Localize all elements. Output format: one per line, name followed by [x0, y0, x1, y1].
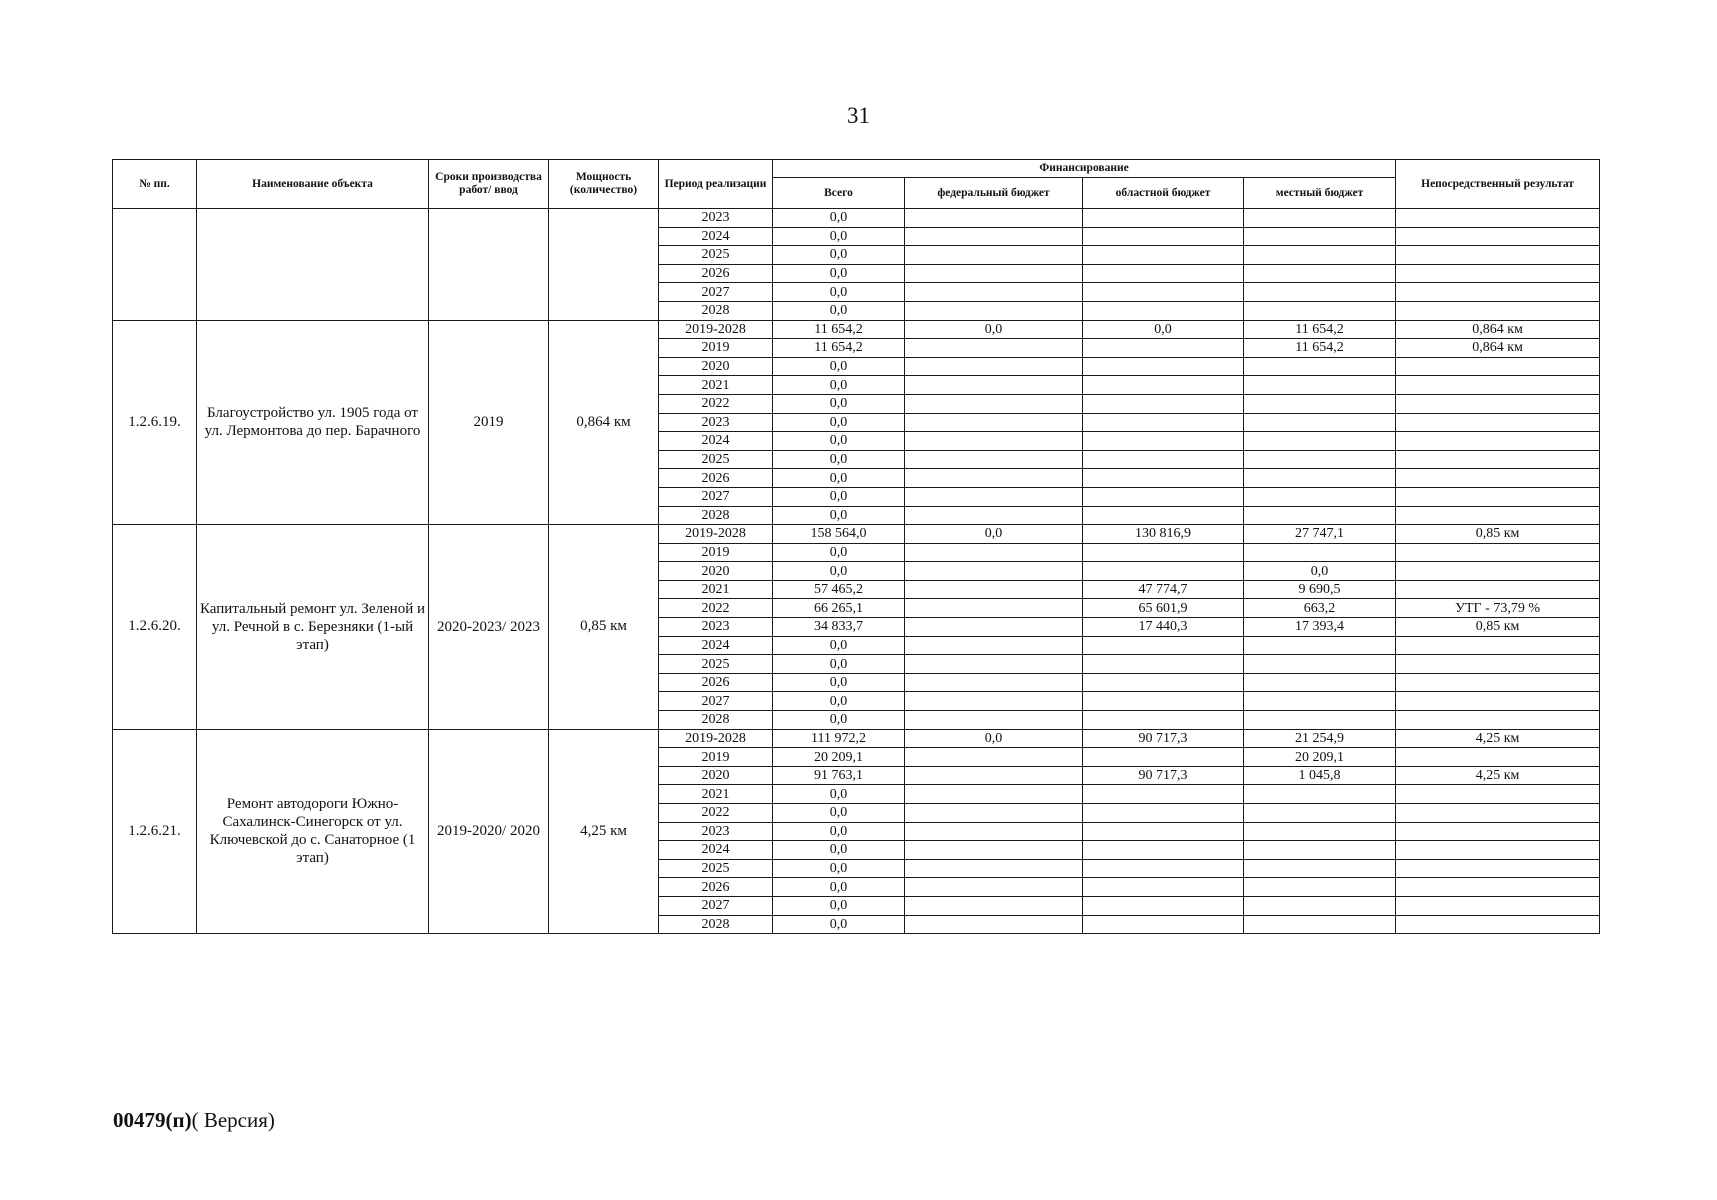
result-cell — [1396, 357, 1600, 376]
local-cell: 1 045,8 — [1244, 766, 1396, 785]
federal-cell — [905, 432, 1083, 451]
regional-cell — [1083, 655, 1244, 674]
federal-cell — [905, 636, 1083, 655]
result-cell — [1396, 469, 1600, 488]
period-cell: 2019-2028 — [659, 729, 773, 748]
regional-cell — [1083, 394, 1244, 413]
federal-cell — [905, 227, 1083, 246]
table-row — [113, 320, 1600, 339]
result-cell — [1396, 841, 1600, 860]
table-body — [113, 209, 1600, 934]
regional-cell: 17 440,3 — [1083, 618, 1244, 637]
header-total: Всего — [773, 178, 905, 209]
local-cell: 11 654,2 — [1244, 339, 1396, 358]
period-cell: 2028 — [659, 915, 773, 934]
regional-cell — [1083, 506, 1244, 525]
federal-cell: 0,0 — [905, 525, 1083, 544]
regional-cell — [1083, 562, 1244, 581]
local-cell — [1244, 283, 1396, 302]
total-cell: 0,0 — [773, 655, 905, 674]
federal-cell — [905, 301, 1083, 320]
federal-cell — [905, 711, 1083, 730]
total-cell: 0,0 — [773, 357, 905, 376]
total-cell: 0,0 — [773, 711, 905, 730]
financing-table — [112, 159, 1600, 934]
result-cell — [1396, 748, 1600, 767]
federal-cell — [905, 915, 1083, 934]
local-cell — [1244, 264, 1396, 283]
federal-cell — [905, 339, 1083, 358]
regional-cell — [1083, 339, 1244, 358]
total-cell: 0,0 — [773, 562, 905, 581]
period-cell: 2028 — [659, 301, 773, 320]
local-cell — [1244, 785, 1396, 804]
total-cell: 11 654,2 — [773, 339, 905, 358]
period-cell: 2027 — [659, 692, 773, 711]
local-cell — [1244, 859, 1396, 878]
period-cell: 2019 — [659, 748, 773, 767]
federal-cell — [905, 506, 1083, 525]
total-cell: 0,0 — [773, 506, 905, 525]
federal-cell — [905, 357, 1083, 376]
result-cell — [1396, 562, 1600, 581]
result-cell — [1396, 301, 1600, 320]
header-terms: Сроки производства работ/ ввод — [429, 160, 549, 209]
total-cell: 34 833,7 — [773, 618, 905, 637]
result-cell — [1396, 636, 1600, 655]
object-name: Благоустройство ул. 1905 года от ул. Лермонтова до пер. Барачного — [197, 320, 429, 525]
page-number: 31 — [847, 103, 870, 128]
total-cell: 0,0 — [773, 227, 905, 246]
period-cell: 2022 — [659, 599, 773, 618]
header-no: № пп. — [113, 160, 197, 209]
result-cell — [1396, 209, 1600, 228]
local-cell — [1244, 543, 1396, 562]
result-cell — [1396, 655, 1600, 674]
total-cell: 0,0 — [773, 915, 905, 934]
local-cell: 9 690,5 — [1244, 580, 1396, 599]
period-cell: 2021 — [659, 376, 773, 395]
local-cell — [1244, 915, 1396, 934]
federal-cell — [905, 804, 1083, 823]
header-result: Непосредственный результат — [1396, 160, 1600, 209]
local-cell — [1244, 822, 1396, 841]
total-cell: 0,0 — [773, 841, 905, 860]
federal-cell — [905, 562, 1083, 581]
local-cell — [1244, 227, 1396, 246]
local-cell — [1244, 394, 1396, 413]
local-cell — [1244, 376, 1396, 395]
regional-cell — [1083, 804, 1244, 823]
regional-cell: 90 717,3 — [1083, 766, 1244, 785]
object-number — [113, 209, 197, 321]
document-footer — [113, 1108, 275, 1133]
local-cell: 21 254,9 — [1244, 729, 1396, 748]
federal-cell — [905, 878, 1083, 897]
result-cell — [1396, 711, 1600, 730]
local-cell — [1244, 413, 1396, 432]
period-cell: 2027 — [659, 283, 773, 302]
total-cell: 0,0 — [773, 878, 905, 897]
federal-cell — [905, 376, 1083, 395]
federal-cell — [905, 673, 1083, 692]
object-name: Капитальный ремонт ул. Зеленой и ул. Речной в с. Березняки (1-ый этап) — [197, 525, 429, 730]
table-row — [113, 729, 1600, 748]
result-cell — [1396, 264, 1600, 283]
table-header — [113, 160, 1600, 209]
result-cell: 0,85 км — [1396, 525, 1600, 544]
result-cell — [1396, 878, 1600, 897]
table-row — [113, 525, 1600, 544]
federal-cell — [905, 469, 1083, 488]
period-cell: 2026 — [659, 264, 773, 283]
regional-cell — [1083, 357, 1244, 376]
local-cell — [1244, 209, 1396, 228]
federal-cell — [905, 394, 1083, 413]
period-cell: 2023 — [659, 618, 773, 637]
regional-cell — [1083, 246, 1244, 265]
regional-cell: 90 717,3 — [1083, 729, 1244, 748]
result-cell — [1396, 506, 1600, 525]
header-regional: областной бюджет — [1083, 178, 1244, 209]
period-cell: 2027 — [659, 487, 773, 506]
federal-cell — [905, 599, 1083, 618]
object-number: 1.2.6.21. — [113, 729, 197, 934]
federal-cell — [905, 822, 1083, 841]
local-cell — [1244, 878, 1396, 897]
result-cell: 0,864 км — [1396, 339, 1600, 358]
header-financing: Финансирование — [773, 160, 1396, 178]
regional-cell: 130 816,9 — [1083, 525, 1244, 544]
object-power: 4,25 км — [549, 729, 659, 934]
total-cell: 0,0 — [773, 394, 905, 413]
period-cell: 2019 — [659, 339, 773, 358]
total-cell: 0,0 — [773, 785, 905, 804]
regional-cell — [1083, 636, 1244, 655]
period-cell: 2021 — [659, 785, 773, 804]
regional-cell — [1083, 432, 1244, 451]
result-cell — [1396, 673, 1600, 692]
regional-cell — [1083, 264, 1244, 283]
total-cell: 158 564,0 — [773, 525, 905, 544]
local-cell — [1244, 301, 1396, 320]
result-cell — [1396, 543, 1600, 562]
result-cell: 4,25 км — [1396, 729, 1600, 748]
regional-cell — [1083, 487, 1244, 506]
result-cell — [1396, 859, 1600, 878]
total-cell: 0,0 — [773, 432, 905, 451]
period-cell: 2025 — [659, 859, 773, 878]
result-cell — [1396, 227, 1600, 246]
federal-cell: 0,0 — [905, 320, 1083, 339]
federal-cell — [905, 283, 1083, 302]
local-cell: 27 747,1 — [1244, 525, 1396, 544]
federal-cell — [905, 413, 1083, 432]
regional-cell: 65 601,9 — [1083, 599, 1244, 618]
result-cell — [1396, 487, 1600, 506]
regional-cell — [1083, 673, 1244, 692]
header-local: местный бюджет — [1244, 178, 1396, 209]
regional-cell — [1083, 376, 1244, 395]
result-cell — [1396, 915, 1600, 934]
header-name: Наименование объекта — [197, 160, 429, 209]
total-cell: 0,0 — [773, 246, 905, 265]
regional-cell: 0,0 — [1083, 320, 1244, 339]
regional-cell — [1083, 896, 1244, 915]
total-cell: 57 465,2 — [773, 580, 905, 599]
federal-cell — [905, 785, 1083, 804]
local-cell: 11 654,2 — [1244, 320, 1396, 339]
local-cell — [1244, 357, 1396, 376]
header-federal: федеральный бюджет — [905, 178, 1083, 209]
period-cell: 2023 — [659, 209, 773, 228]
regional-cell — [1083, 543, 1244, 562]
period-cell: 2025 — [659, 246, 773, 265]
local-cell — [1244, 246, 1396, 265]
local-cell: 17 393,4 — [1244, 618, 1396, 637]
period-cell: 2019-2028 — [659, 320, 773, 339]
total-cell: 20 209,1 — [773, 748, 905, 767]
local-cell: 20 209,1 — [1244, 748, 1396, 767]
object-terms: 2019 — [429, 320, 549, 525]
footer-code: 00479(п) — [113, 1108, 192, 1132]
local-cell — [1244, 692, 1396, 711]
total-cell: 0,0 — [773, 283, 905, 302]
regional-cell — [1083, 413, 1244, 432]
period-cell: 2027 — [659, 896, 773, 915]
regional-cell — [1083, 859, 1244, 878]
federal-cell — [905, 487, 1083, 506]
object-power: 0,864 км — [549, 320, 659, 525]
total-cell: 0,0 — [773, 413, 905, 432]
local-cell — [1244, 636, 1396, 655]
object-terms — [429, 209, 549, 321]
federal-cell — [905, 543, 1083, 562]
federal-cell — [905, 655, 1083, 674]
federal-cell: 0,0 — [905, 729, 1083, 748]
period-cell: 2023 — [659, 413, 773, 432]
result-cell — [1396, 785, 1600, 804]
period-cell: 2026 — [659, 469, 773, 488]
total-cell: 0,0 — [773, 543, 905, 562]
local-cell — [1244, 655, 1396, 674]
period-cell: 2028 — [659, 506, 773, 525]
object-name: Ремонт автодороги Южно-Сахалинск-Синегорск от ул. Ключевской до с. Санаторное (1 этап) — [197, 729, 429, 934]
local-cell: 0,0 — [1244, 562, 1396, 581]
federal-cell — [905, 692, 1083, 711]
period-cell: 2028 — [659, 711, 773, 730]
period-cell: 2019-2028 — [659, 525, 773, 544]
total-cell: 66 265,1 — [773, 599, 905, 618]
federal-cell — [905, 580, 1083, 599]
total-cell: 0,0 — [773, 896, 905, 915]
federal-cell — [905, 264, 1083, 283]
total-cell: 0,0 — [773, 450, 905, 469]
object-number: 1.2.6.20. — [113, 525, 197, 730]
period-cell: 2020 — [659, 562, 773, 581]
total-cell: 91 763,1 — [773, 766, 905, 785]
result-cell — [1396, 432, 1600, 451]
object-number: 1.2.6.19. — [113, 320, 197, 525]
local-cell — [1244, 804, 1396, 823]
federal-cell — [905, 896, 1083, 915]
result-cell: 0,864 км — [1396, 320, 1600, 339]
regional-cell — [1083, 692, 1244, 711]
regional-cell — [1083, 822, 1244, 841]
regional-cell — [1083, 878, 1244, 897]
result-cell: 0,85 км — [1396, 618, 1600, 637]
regional-cell — [1083, 841, 1244, 860]
local-cell — [1244, 432, 1396, 451]
total-cell: 0,0 — [773, 636, 905, 655]
regional-cell — [1083, 209, 1244, 228]
period-cell: 2023 — [659, 822, 773, 841]
federal-cell — [905, 748, 1083, 767]
object-name — [197, 209, 429, 321]
result-cell: 4,25 км — [1396, 766, 1600, 785]
federal-cell — [905, 859, 1083, 878]
header-period: Период реализации — [659, 160, 773, 209]
result-cell — [1396, 413, 1600, 432]
object-power — [549, 209, 659, 321]
total-cell: 0,0 — [773, 804, 905, 823]
object-power: 0,85 км — [549, 525, 659, 730]
period-cell: 2022 — [659, 804, 773, 823]
federal-cell — [905, 841, 1083, 860]
total-cell: 0,0 — [773, 487, 905, 506]
local-cell — [1244, 711, 1396, 730]
local-cell — [1244, 896, 1396, 915]
local-cell — [1244, 469, 1396, 488]
regional-cell — [1083, 450, 1244, 469]
result-cell — [1396, 896, 1600, 915]
footer-version: ( Версия) — [191, 1108, 275, 1132]
result-cell — [1396, 394, 1600, 413]
period-cell: 2019 — [659, 543, 773, 562]
local-cell — [1244, 487, 1396, 506]
result-cell — [1396, 450, 1600, 469]
regional-cell — [1083, 785, 1244, 804]
period-cell: 2025 — [659, 450, 773, 469]
period-cell: 2024 — [659, 227, 773, 246]
total-cell: 0,0 — [773, 822, 905, 841]
result-cell: УТГ - 73,79 % — [1396, 599, 1600, 618]
period-cell: 2026 — [659, 878, 773, 897]
regional-cell: 47 774,7 — [1083, 580, 1244, 599]
total-cell: 0,0 — [773, 859, 905, 878]
total-cell: 0,0 — [773, 469, 905, 488]
result-cell — [1396, 822, 1600, 841]
local-cell — [1244, 673, 1396, 692]
header-power: Мощность (количество) — [549, 160, 659, 209]
total-cell: 0,0 — [773, 692, 905, 711]
object-terms: 2020-2023/ 2023 — [429, 525, 549, 730]
regional-cell — [1083, 748, 1244, 767]
period-cell: 2024 — [659, 636, 773, 655]
period-cell: 2020 — [659, 766, 773, 785]
result-cell — [1396, 580, 1600, 599]
result-cell — [1396, 692, 1600, 711]
regional-cell — [1083, 915, 1244, 934]
regional-cell — [1083, 301, 1244, 320]
period-cell: 2020 — [659, 357, 773, 376]
result-cell — [1396, 246, 1600, 265]
period-cell: 2025 — [659, 655, 773, 674]
object-terms: 2019-2020/ 2020 — [429, 729, 549, 934]
period-cell: 2021 — [659, 580, 773, 599]
regional-cell — [1083, 711, 1244, 730]
regional-cell — [1083, 227, 1244, 246]
total-cell: 0,0 — [773, 301, 905, 320]
federal-cell — [905, 246, 1083, 265]
federal-cell — [905, 618, 1083, 637]
local-cell — [1244, 450, 1396, 469]
period-cell: 2022 — [659, 394, 773, 413]
period-cell: 2024 — [659, 841, 773, 860]
federal-cell — [905, 766, 1083, 785]
local-cell: 663,2 — [1244, 599, 1396, 618]
total-cell: 11 654,2 — [773, 320, 905, 339]
result-cell — [1396, 804, 1600, 823]
table-row — [113, 209, 1600, 228]
local-cell — [1244, 506, 1396, 525]
regional-cell — [1083, 283, 1244, 302]
total-cell: 0,0 — [773, 209, 905, 228]
result-cell — [1396, 376, 1600, 395]
local-cell — [1244, 841, 1396, 860]
period-cell: 2024 — [659, 432, 773, 451]
result-cell — [1396, 283, 1600, 302]
period-cell: 2026 — [659, 673, 773, 692]
federal-cell — [905, 450, 1083, 469]
federal-cell — [905, 209, 1083, 228]
total-cell: 0,0 — [773, 376, 905, 395]
total-cell: 0,0 — [773, 264, 905, 283]
total-cell: 111 972,2 — [773, 729, 905, 748]
total-cell: 0,0 — [773, 673, 905, 692]
regional-cell — [1083, 469, 1244, 488]
